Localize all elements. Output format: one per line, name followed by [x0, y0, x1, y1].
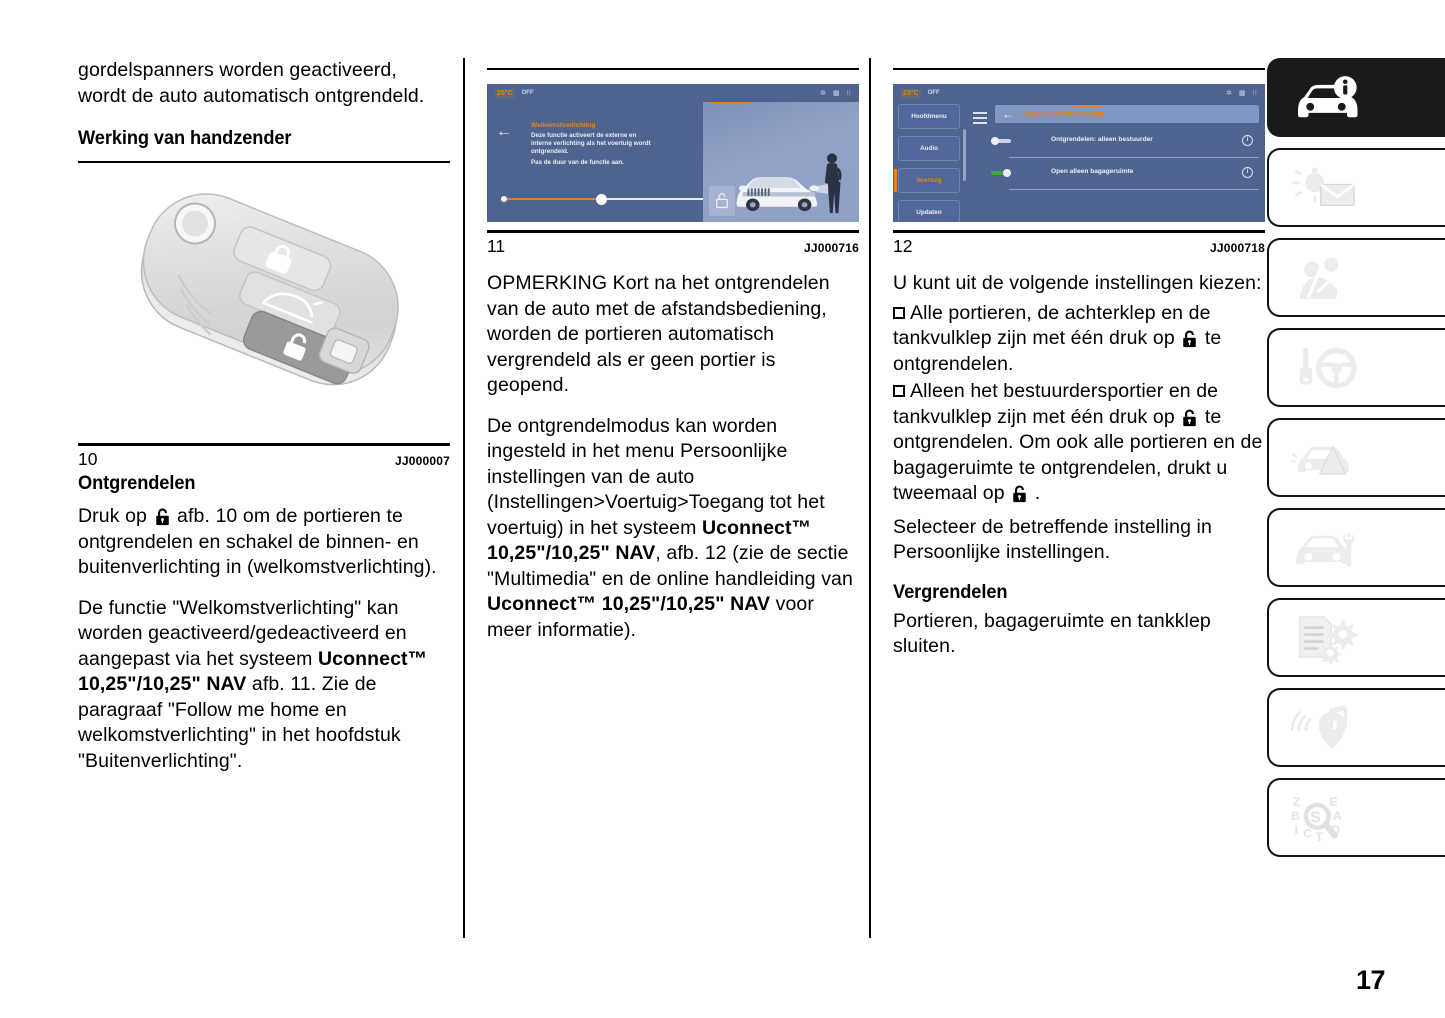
right-column	[893, 58, 1265, 660]
car-info-icon	[1291, 72, 1361, 124]
unlock-paragraph	[78, 504, 450, 581]
back-arrow-icon[interactable]: ←	[496, 123, 512, 140]
vehicle-info-tab[interactable]	[1267, 58, 1445, 137]
maintenance-tab[interactable]	[1267, 508, 1445, 587]
sidebar-scrollbar[interactable]	[963, 129, 966, 181]
figure-11-number: 11	[487, 236, 506, 256]
svg-text:Z: Z	[1292, 794, 1301, 809]
unlock-mode-part-a: De ontgrendelmodus kan worden ingesteld in het menu Persoonlijke instellingen van de auto (Instellingen>Voertuig>Toegang tot het voertuig) in het systeem	[487, 414, 825, 539]
bullet-driver-door-part-c: .	[1034, 482, 1041, 504]
music-location-icon	[1291, 702, 1361, 754]
uconnect-bold-2: Uconnect™ 10,25"/10,25" NAV	[487, 516, 812, 564]
key-fob-illustration	[78, 177, 450, 435]
section-heading-handzender: Werking van handzender	[78, 128, 292, 149]
figure-11-top-rule	[487, 68, 859, 70]
toggle-knob	[1003, 169, 1011, 177]
page-number: 17	[1355, 965, 1385, 995]
info-icon[interactable]: i	[1242, 135, 1253, 146]
settings-intro-paragraph: U kunt uit de volgende instellingen kiezen:	[893, 272, 1262, 294]
sidebar-item-hoofdmenu[interactable]: Hoofdmenu	[898, 104, 960, 129]
chapter-tab-rail	[1267, 58, 1445, 868]
figure-10-number: 10	[78, 449, 98, 469]
unlock-icon	[155, 508, 170, 526]
row-separator	[1009, 157, 1259, 158]
safety-tab[interactable]	[1267, 238, 1445, 317]
figure-10-code: JJ000007	[395, 454, 450, 468]
unlock-icon	[1012, 485, 1027, 503]
figure-11	[487, 84, 859, 257]
middle-column	[487, 58, 859, 643]
camera-icon: ▩	[1238, 90, 1246, 97]
welcome-light-part-b: afb. 11. Zie de paragraaf "Follow me home en welkomstverlichting" in het hoofdstuk "Buitenverlichting".	[78, 673, 401, 772]
sidebar-item-updaten[interactable]: Updaten	[898, 200, 960, 222]
note-paragraph: OPMERKING Kort na het ontgrendelen van de auto met de afstandsbediening, worden de portieren automatisch vergrendeld als er geen portier is geopend.	[487, 272, 830, 396]
unlock-icon	[1182, 330, 1197, 348]
alphabetical-index-tab[interactable]	[1267, 778, 1445, 857]
bluetooth-icon: ✲	[1226, 90, 1232, 97]
multimedia-tab[interactable]	[1267, 688, 1445, 767]
hamburger-menu-icon[interactable]	[973, 112, 987, 127]
settings-header	[995, 105, 1259, 123]
slider-stop-1[interactable]	[501, 196, 507, 202]
bullet-driver-door-part-b: te ontgrendelen. Om ook alle portieren en de bagageruimte te ontgrendelen, drukt u tweemaal op	[893, 405, 1263, 504]
unlock-mode-part-b: , afb. 12 (zie de sectie "Multimedia" en de online handleiding van	[487, 542, 853, 590]
screen-status-bar	[487, 87, 859, 99]
person-illustration	[821, 152, 843, 216]
wifi-icon: ⁝⁝	[1252, 90, 1257, 97]
welcome-light-part-a: De functie "Welkomstverlichting" kan worden geactiveerd/gedeactiveerd en aangepast via het systeem	[78, 596, 407, 670]
subsection-heading-ontgrendelen: Ontgrendelen	[78, 473, 196, 494]
subsection-heading-vergrendelen: Vergrendelen	[893, 581, 1008, 603]
figure-11-caption	[487, 233, 859, 257]
document-gears-icon	[1291, 612, 1361, 664]
square-bullet-icon	[893, 307, 905, 319]
camera-icon: ▩	[832, 90, 840, 97]
uconnect-bold-1: Uconnect™ 10,25"/10,25" NAV	[78, 647, 428, 695]
svg-text:E: E	[1329, 794, 1338, 809]
letters-magnifier-icon	[1291, 792, 1361, 844]
bullet-all-doors-part-a: Alle portieren, de achterklep en de tankvulklep zijn met één druk op	[893, 301, 1211, 349]
setting-row-boot-only[interactable]	[991, 160, 1259, 190]
toggle-boot-only[interactable]	[991, 169, 1011, 177]
unlock-mode-paragraph	[487, 414, 859, 644]
bullet-driver-door	[893, 379, 1265, 507]
info-icon[interactable]: i	[1242, 167, 1253, 178]
starting-driving-tab[interactable]	[1267, 328, 1445, 407]
uconnect-welcome-light-screen[interactable]	[487, 84, 859, 222]
duration-slider[interactable]	[501, 194, 726, 204]
climate-state: OFF	[521, 90, 534, 96]
temperature-readout: 25°C	[497, 89, 513, 97]
bullet-driver-door-part-a: Alleen het bestuurdersportier en de tankvulklep zijn met één druk op	[893, 380, 1219, 428]
intro-paragraph: gordelspanners worden geactiveerd, wordt de auto automatisch ontgrendeld.	[78, 59, 425, 107]
uconnect-bold-3: Uconnect™ 10,25"/10,25" NAV	[487, 593, 771, 615]
status-icon-group	[820, 89, 851, 97]
column-divider-right	[869, 58, 871, 938]
technical-specs-tab[interactable]	[1267, 598, 1445, 677]
unlock-paragraph-part-b: afb. 10 om de portieren te ontgrendelen en schakel de binnen- en buitenverlichting in (welkomstverlichting).	[78, 505, 437, 578]
uconnect-vehicle-access-screen[interactable]	[893, 84, 1265, 222]
temperature-readout: 23°C	[903, 89, 919, 97]
slider-track-fill	[501, 198, 600, 200]
left-column	[78, 58, 450, 774]
figure-10	[78, 177, 450, 470]
heading-rule	[78, 161, 450, 163]
unlock-icon	[715, 192, 729, 209]
car-warning-triangle-icon	[1291, 432, 1361, 484]
figure-11-code: JJ000716	[804, 241, 859, 255]
bullet-all-doors	[893, 301, 1265, 378]
welcome-light-text-block	[531, 122, 651, 167]
unlock-paragraph-part-a: Druk op	[78, 505, 147, 527]
vehicle-illustration	[731, 167, 828, 212]
figure-12	[893, 84, 1265, 257]
settings-sidebar	[898, 104, 960, 222]
sidebar-item-audio[interactable]: Audio	[898, 136, 960, 161]
unlock-tile[interactable]	[709, 186, 735, 216]
welcome-light-info-pane	[487, 102, 703, 222]
setting-label-driver-only: Ontgrendelen: alleen bestuurder	[1051, 136, 1153, 143]
key-steering-wheel-icon	[1291, 342, 1361, 394]
setting-row-driver-only[interactable]	[991, 128, 1259, 158]
sidebar-item-voertuig[interactable]: Voertuig	[898, 168, 960, 193]
climate-state: OFF	[927, 90, 940, 96]
unlock-icon	[1182, 409, 1197, 427]
figure-12-code: JJ000718	[1210, 241, 1265, 255]
setting-label-boot-only: Open alleen bagageruimte	[1051, 168, 1134, 175]
figure-12-top-rule	[893, 68, 1265, 70]
screen-status-bar	[893, 87, 1265, 99]
toggle-knob	[991, 137, 999, 145]
person-seatbelt-icon	[1291, 252, 1361, 304]
wifi-icon: ⁝⁝	[846, 90, 851, 97]
square-bullet-icon	[893, 385, 905, 397]
svg-text:T: T	[1315, 829, 1323, 844]
figure-12-number: 12	[893, 236, 913, 256]
svg-text:S: S	[1310, 808, 1321, 826]
unlock-mode-part-c: voor meer informatie).	[487, 593, 814, 641]
key-fob-svg	[99, 181, 429, 431]
svg-text:B: B	[1291, 808, 1300, 823]
locking-paragraph: Portieren, bagageruimte en tankklep sluiten.	[893, 609, 1211, 657]
sun-envelope-icon	[1291, 162, 1361, 214]
preview-accent-bar	[711, 102, 751, 104]
welcome-light-description-1: Deze functie activeert de externe en interne verlichting als het voertuig wordt ontgrendeld.	[531, 131, 651, 155]
select-setting-paragraph: Selecteer de betreffende instelling in Persoonlijke instellingen.	[893, 515, 1212, 563]
svg-text:A: A	[1333, 808, 1342, 823]
welcome-light-title: Welkomstverlichting	[531, 122, 596, 129]
back-arrow-icon[interactable]: ←	[1002, 107, 1014, 121]
car-wrench-icon	[1291, 522, 1361, 574]
bullet-all-doors-part-b: te ontgrendelen.	[893, 327, 1222, 375]
exterior-lighting-tab[interactable]	[1267, 148, 1445, 227]
svg-text:I: I	[1294, 822, 1298, 837]
toggle-driver-only[interactable]	[991, 137, 1011, 145]
svg-text:C: C	[1303, 825, 1313, 840]
welcome-light-preview-image	[703, 102, 859, 222]
figure-12-caption	[893, 233, 1265, 257]
header-accent-bar	[1073, 105, 1101, 107]
bluetooth-icon: ✲	[820, 90, 826, 97]
row-separator	[1009, 189, 1259, 190]
status-icon-group	[1226, 89, 1257, 97]
svg-text:D: D	[1331, 822, 1341, 837]
welcome-light-paragraph	[78, 596, 450, 775]
settings-header-title: Toegang tot het voertuig	[1022, 110, 1104, 118]
figure-10-caption	[78, 446, 450, 470]
emergency-tab[interactable]	[1267, 418, 1445, 497]
slider-knob[interactable]	[596, 194, 607, 205]
column-divider-left	[463, 58, 465, 938]
welcome-light-description-2: Pas de duur van de functie aan.	[531, 159, 624, 167]
